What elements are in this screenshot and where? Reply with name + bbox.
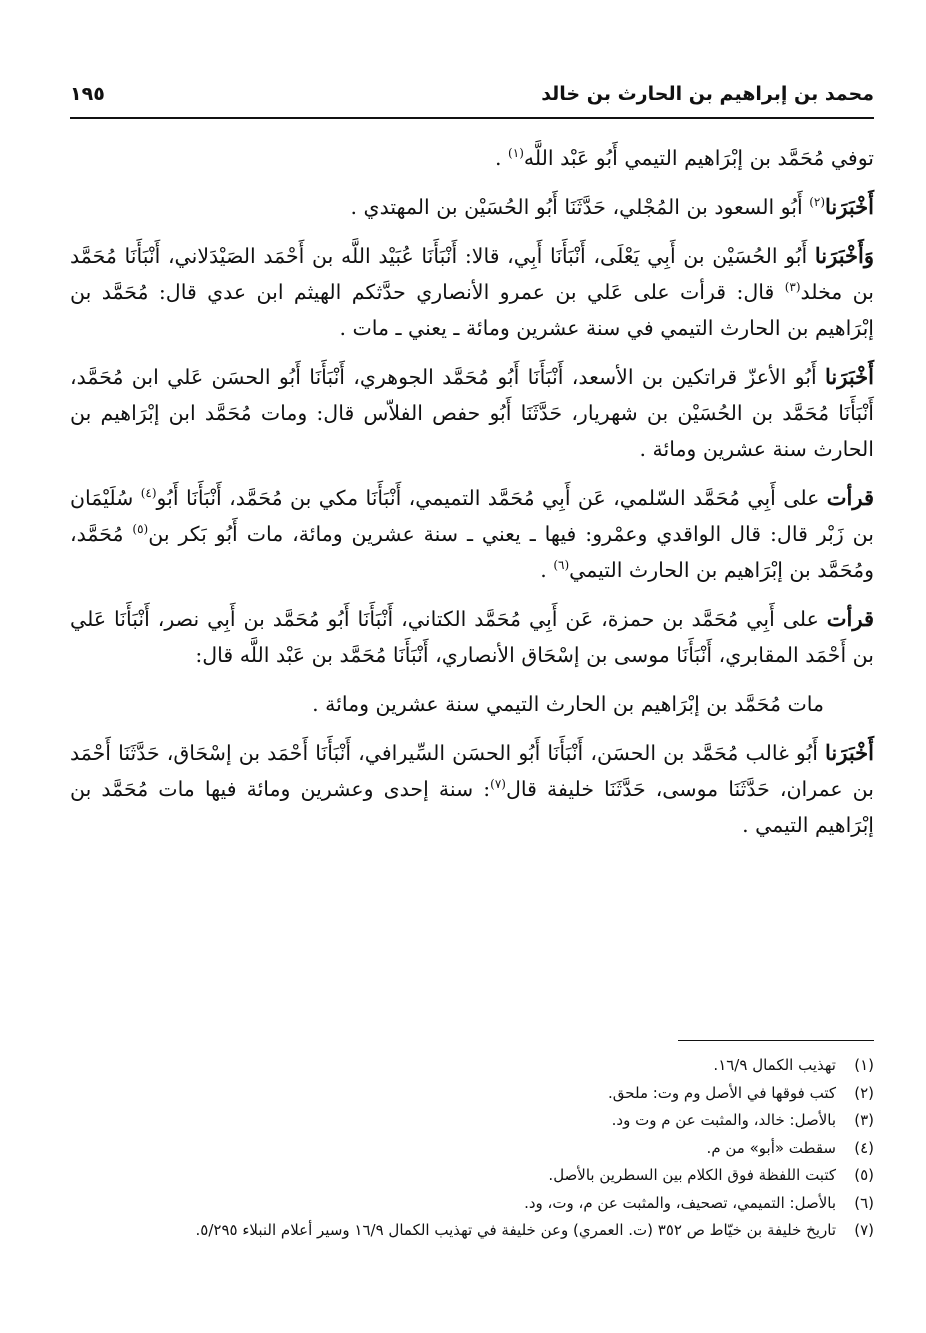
paragraph-text: على أَبِي مُحَمَّد بن حمزة، عَن أَبِي مُحَمَّد الكتاني، أَنْبَأَنَا أَبُو مُحَمَّد بن أَبِي نصر، أَنْبَأَنَا عَلي بن أَحْمَد المقابري، أَنْبَأَنَا موسى بن إسْحَاق الأنصاري، أَنْبَأَنَا مُحَمَّد بن عَبْد اللَّه قال: bbox=[70, 607, 874, 667]
page-header bbox=[70, 78, 874, 110]
footnote-ref[interactable]: (٧) bbox=[490, 777, 506, 792]
footnote bbox=[70, 1135, 874, 1163]
header-rule bbox=[70, 117, 874, 119]
footnote-ref[interactable]: (٥) bbox=[132, 522, 149, 537]
paragraph-text: توفي مُحَمَّد بن إبْرَاهيم التيمي أَبُو عَبْد اللَّه bbox=[523, 146, 874, 170]
paragraph-tail: . bbox=[540, 558, 554, 582]
paragraph-text: أَبُو السعود بن المُجْلي، حَدَّثَنَا أَبُو الحُسَيْن بن المهتدي . bbox=[350, 195, 810, 219]
paragraph bbox=[70, 735, 874, 843]
footnote-ref[interactable]: (٢) bbox=[809, 195, 826, 210]
footnote-ref[interactable]: (٣) bbox=[784, 280, 801, 295]
isnad-keyword: أَخْبَرَنا bbox=[825, 194, 874, 219]
footnote bbox=[70, 1217, 874, 1245]
footnote bbox=[70, 1162, 874, 1190]
paragraph-text: مات مُحَمَّد بن إبْرَاهيم بن الحارث التيمي سنة عشرين ومائة . bbox=[312, 692, 824, 716]
footnote-number: (٤) bbox=[854, 1138, 874, 1157]
isnad-keyword: وَأَخْبَرَنا bbox=[814, 243, 874, 268]
footnote bbox=[70, 1107, 874, 1135]
paragraph bbox=[70, 359, 874, 467]
body-text bbox=[70, 140, 874, 856]
footnote-text: بالأصل: التميمي، تصحيف، والمثبت عن م، وت، ود. bbox=[524, 1193, 836, 1212]
footnote-ref[interactable]: (١) bbox=[508, 146, 524, 161]
footnote bbox=[70, 1052, 874, 1080]
footnote-text: تاريخ خليفة بن خيّاط ص ٣٥٢ (ت. العمري) وعن خليفة في تهذيب الكمال ١٦/٩ وسير أعلام النبلاء ٥/٢٩٥. bbox=[195, 1221, 836, 1239]
footnote-rule bbox=[678, 1040, 874, 1041]
footnote bbox=[70, 1080, 874, 1108]
paragraph-text: على أَبِي مُحَمَّد السّلمي، عَن أَبِي مُحَمَّد التميمي، أَنْبَأَنَا مكي بن مُحَمَّد، أَنْبَأَنَا أَبُو bbox=[156, 486, 827, 510]
running-title: محمد بن إبراهيم بن الحارث بن خالد bbox=[541, 83, 874, 105]
paragraph bbox=[70, 480, 874, 588]
footnote-number: (٣) bbox=[854, 1111, 874, 1129]
paragraph-text: أَبُو غالب مُحَمَّد بن الحسَن، أَنْبَأَنَا أَبُو الحسَن السِّيرافي، أَنْبَأَنَا أَحْمَد بن إسْحَاق، حَدَّثَنَا أَحْمَد بن عمران، حَدَّثَنَا موسى، حَدَّثَنَا خليفة قال bbox=[70, 741, 874, 801]
footnote-number: (٧) bbox=[854, 1221, 874, 1239]
paragraph bbox=[70, 238, 874, 346]
paragraph-tail: مُحَمَّد، ومُحَمَّد بن إبْرَاهيم بن الحارث التيمي bbox=[70, 522, 874, 582]
paragraph-text: أَبُو الحُسَيْن بن أَبِي يَعْلَى، أَنْبَأَنَا أَبِي، قالا: أَنْبَأَنَا عُبَيْد اللَّه بن أَحْمَد الصَيْدَلاني، أَنْبَأَنَا مُحَمَّد بن مخلد bbox=[70, 244, 874, 304]
footnote-number: (٢) bbox=[854, 1083, 874, 1102]
footnote-ref[interactable]: (٤) bbox=[140, 486, 157, 501]
footnote-text: سقطت «أبو» من م. bbox=[706, 1138, 836, 1157]
footnote-text: تهذيب الكمال ١٦/٩. bbox=[713, 1056, 836, 1074]
paragraph bbox=[70, 686, 874, 722]
paragraph-tail: : سنة إحدى وعشرين ومائة فيها مات مُحَمَّد بن إبْرَاهيم التيمي . bbox=[70, 777, 874, 837]
isnad-keyword: قرأت bbox=[826, 606, 874, 631]
paragraph-tail: . bbox=[495, 146, 509, 170]
paragraph-text: أَبُو الأعزّ قراتكين بن الأسعد، أَنْبَأَنَا أَبُو مُحَمَّد الجوهري، أَنْبَأَنَا أَبُو الحسَن عَلي ابن مُحَمَّد، أَنْبَأَنَا مُحَمَّد بن الحُسَيْن بن شهريار، حَدَّثَنَا أَبُو حفص الفلاّس قال: ومات مُحَمَّد ابن إبْرَاهيم بن الحارث سنة عشرين ومائة . bbox=[70, 365, 874, 461]
footnote-text: بالأصل: خالد، والمثبت عن م وت ود. bbox=[611, 1111, 836, 1129]
paragraph-tail: سُلَيْمَان بن زَبْر قال: قال الواقدي وعمْرو: فيها ـ يعني ـ سنة عشرين ومائة، مات أَبُو بَكر بن bbox=[70, 486, 874, 546]
isnad-keyword: أَخْبَرَنا bbox=[825, 364, 874, 389]
footnote-number: (٥) bbox=[854, 1166, 874, 1184]
footnote-text: كتبت اللفظة فوق الكلام بين السطرين بالأصل. bbox=[548, 1166, 836, 1184]
isnad-keyword: قرأت bbox=[826, 485, 874, 510]
footnote bbox=[70, 1190, 874, 1218]
isnad-keyword: أَخْبَرَنا bbox=[825, 740, 874, 765]
paragraph-tail: قال: قرأت على عَلي بن عمرو الأنصاري حدَّثكم الهيثم ابن عدي قال: مُحَمَّد بن إبْرَاهيم بن الحارث التيمي في سنة عشرين ومائة ـ يعني ـ مات . bbox=[70, 280, 874, 340]
paragraph bbox=[70, 601, 874, 673]
footnote-number: (٦) bbox=[854, 1193, 874, 1212]
footnote-text: كتب فوقها في الأصل وم وت: ملحق. bbox=[608, 1083, 836, 1102]
paragraph bbox=[70, 189, 874, 225]
page-number: ١٩٥ bbox=[70, 83, 105, 105]
footnotes bbox=[70, 1052, 874, 1245]
footnote-ref[interactable]: (٦) bbox=[553, 558, 570, 573]
paragraph bbox=[70, 140, 874, 176]
footnote-number: (١) bbox=[854, 1056, 874, 1074]
